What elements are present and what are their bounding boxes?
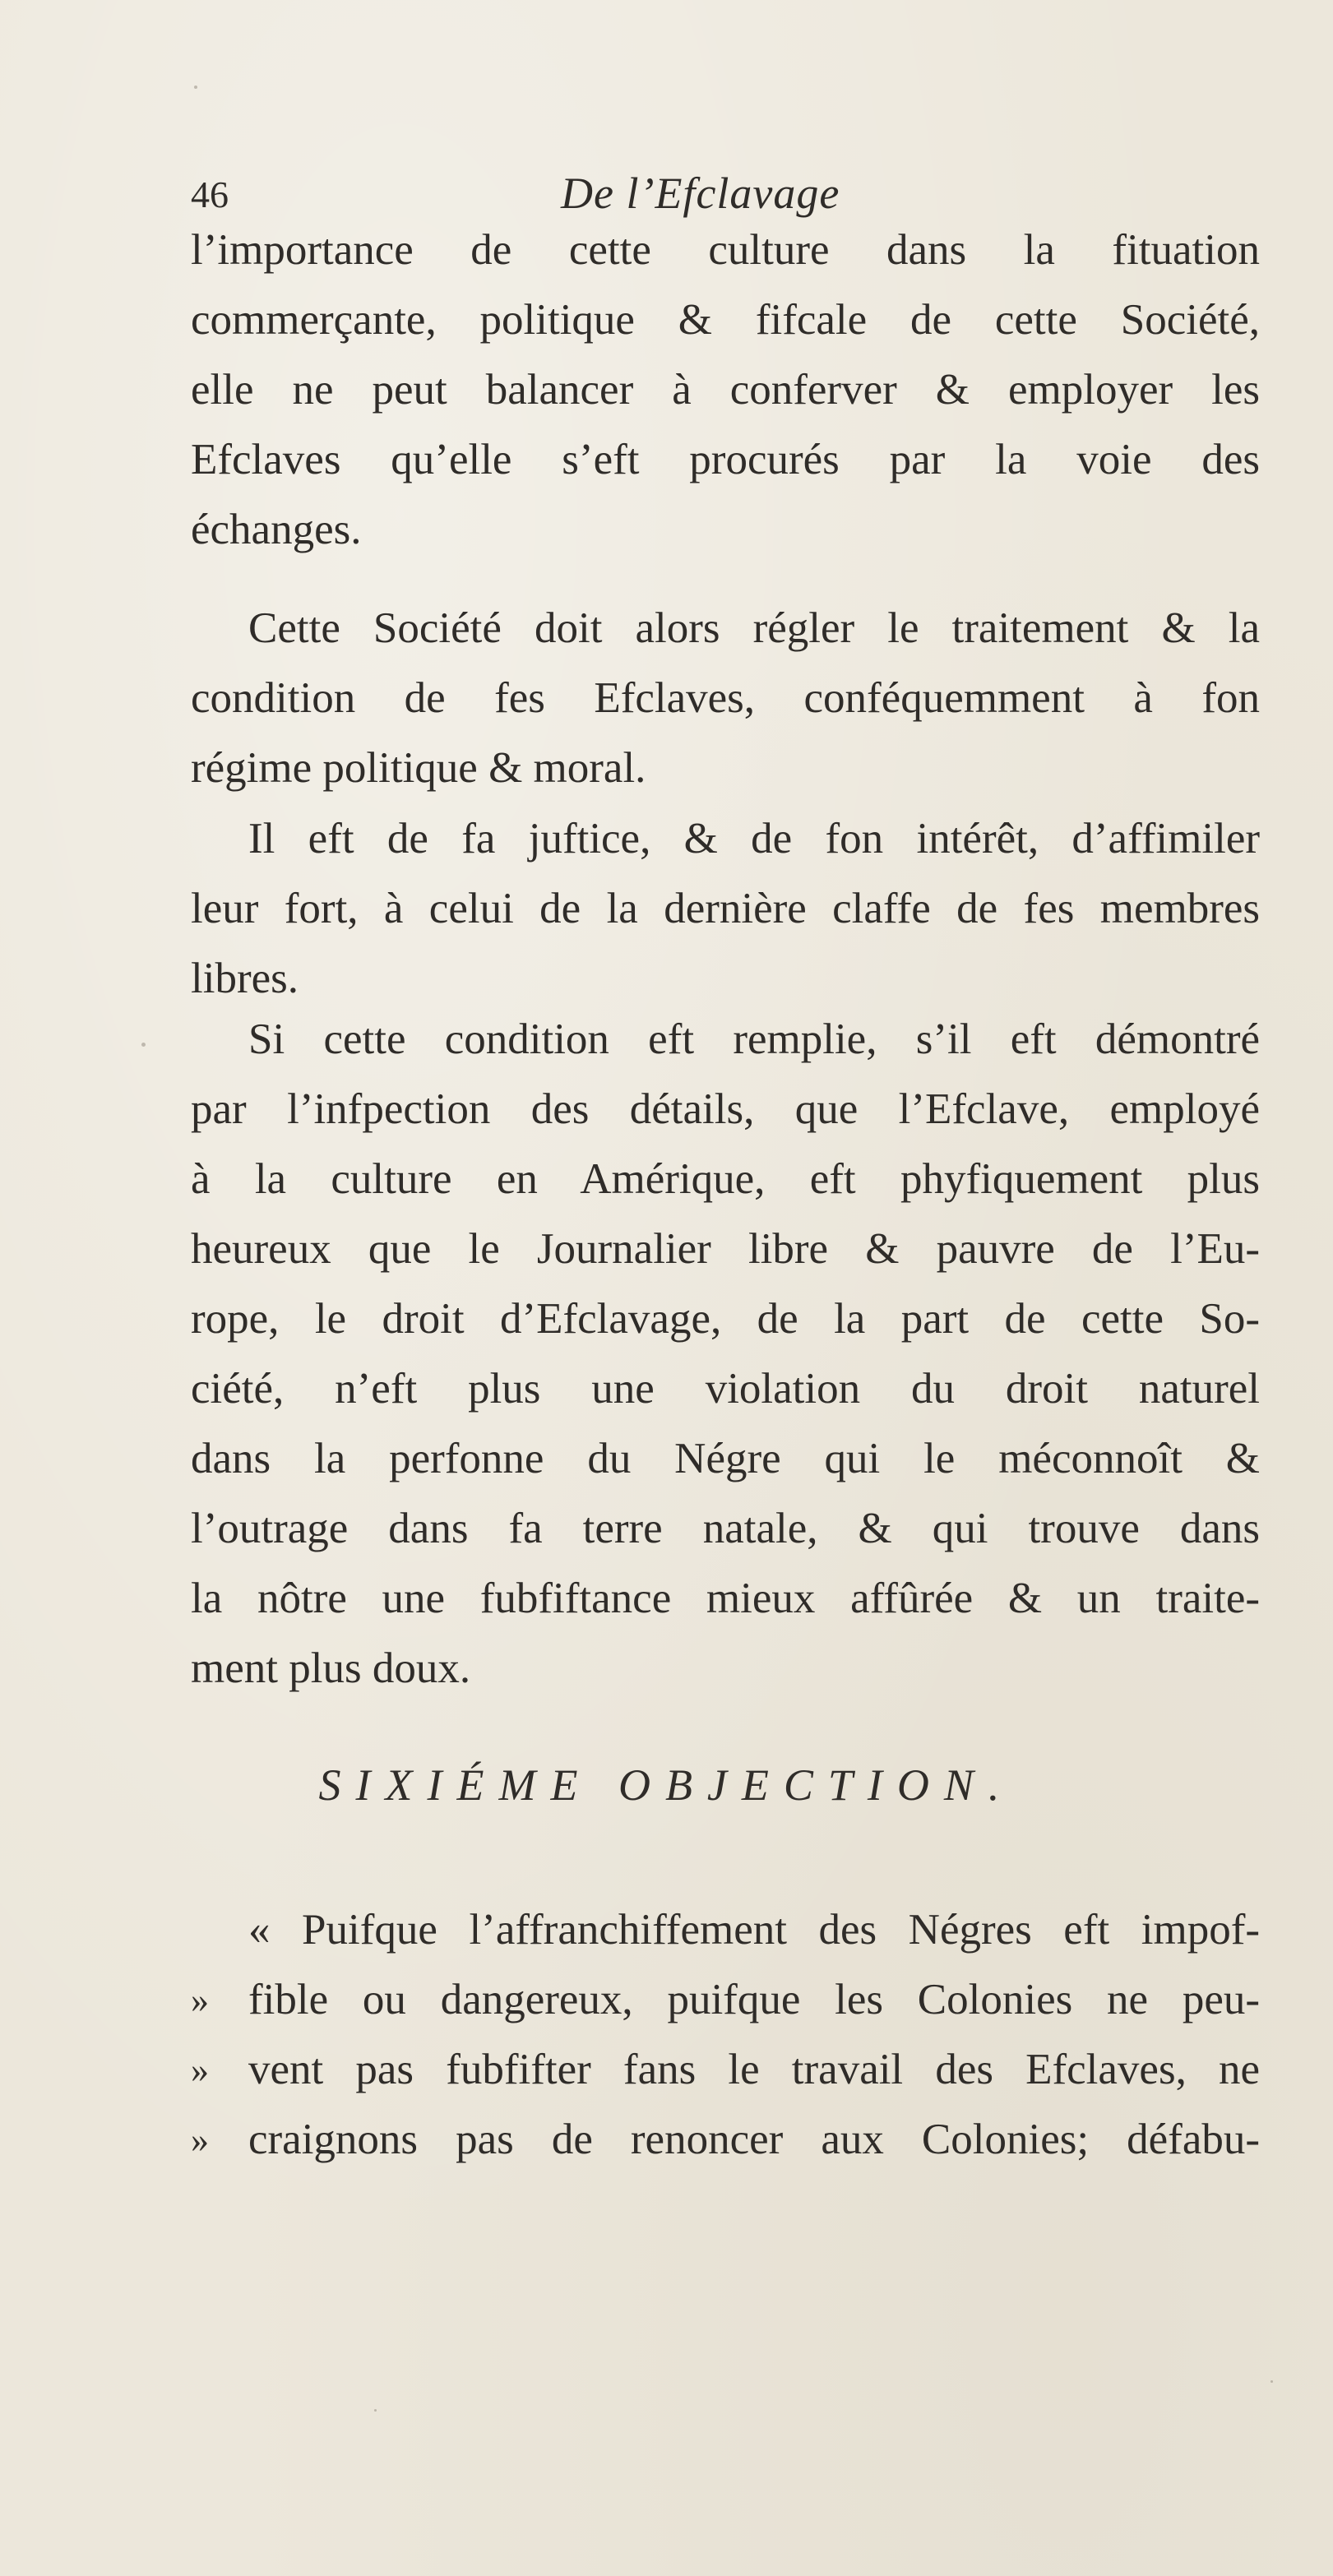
section-heading: SIXIÉME OBJECTION. [318, 1760, 1015, 1810]
text-line: ment plus doux. [191, 1644, 471, 1692]
quote-mark [191, 1895, 248, 1965]
quote-mark: » [191, 1980, 209, 2020]
paragraph-3 [191, 804, 1260, 1014]
quote-line [191, 2105, 1260, 2175]
paragraph-2 [191, 594, 1260, 803]
quote-text: craignons pas de renoncer aux Colonies; défabu- [248, 2116, 1260, 2163]
quotation-block [191, 1895, 1260, 2175]
text-line: échanges. [191, 506, 362, 553]
paragraph-4 [191, 1005, 1260, 1704]
quote-line [191, 1895, 1260, 1965]
quote-text: « Puifque l’affranchiffement des Négres eft impof- [248, 1906, 1260, 1954]
text-line: par l’infpection des détails, que l’Efclave, employé [191, 1085, 1260, 1133]
page-number: 46 [191, 173, 229, 215]
text-line: l’outrage dans fa terre natale, & qui trouve dans [191, 1505, 1260, 1552]
quote-line [191, 2035, 1260, 2105]
text-line: libres. [191, 955, 299, 1002]
text-line: Si cette condition eft remplie, s’il eft démontré [248, 1015, 1260, 1063]
text-line: condition de fes Efclaves, conféquemment à fon [191, 674, 1260, 722]
paragraph-1 [191, 215, 1260, 565]
paper-speck [374, 2409, 377, 2412]
paper-speck [194, 86, 197, 89]
text-line: Efclaves qu’elle s’eft procurés par la voie des [191, 436, 1260, 483]
quote-mark: » [191, 2050, 209, 2090]
paper-speck [1271, 2380, 1273, 2383]
text-line: régime politique & moral. [191, 744, 646, 792]
quote-line [191, 1965, 1260, 2035]
text-line: commerçante, politique & fifcale de cette Société, [191, 296, 1260, 344]
running-title: De l’Efclavage [561, 169, 840, 218]
quote-mark: » [191, 2120, 209, 2160]
text-line: Cette Société doit alors régler le traitement & la [248, 604, 1260, 652]
quote-text: vent pas fubfifter fans le travail des Efclaves, ne [248, 2046, 1260, 2093]
text-line: ciété, n’eft plus une violation du droit naturel [191, 1365, 1260, 1413]
text-line: heureux que le Journalier libre & pauvre de l’Eu- [191, 1225, 1260, 1273]
text-line: à la culture en Amérique, eft phyfiquement plus [191, 1155, 1260, 1203]
quote-text: fible ou dangereux, puifque les Colonies ne peu- [248, 1976, 1260, 2023]
paper-speck [141, 1043, 146, 1047]
text-line: leur fort, à celui de la dernière claffe de fes membres [191, 885, 1260, 932]
text-line: la nôtre une fubfiftance mieux affûrée & un traite- [191, 1575, 1260, 1622]
text-line: Il eft de fa juftice, & de fon intérêt, d’affimiler [248, 815, 1260, 863]
text-line: l’importance de cette culture dans la fituation [191, 226, 1260, 274]
text-line: elle ne peut balancer à conferver & employer les [191, 366, 1260, 414]
text-line: rope, le droit d’Efclavage, de la part de cette So- [191, 1295, 1260, 1343]
text-line: dans la perfonne du Négre qui le méconnoît & [191, 1435, 1260, 1482]
